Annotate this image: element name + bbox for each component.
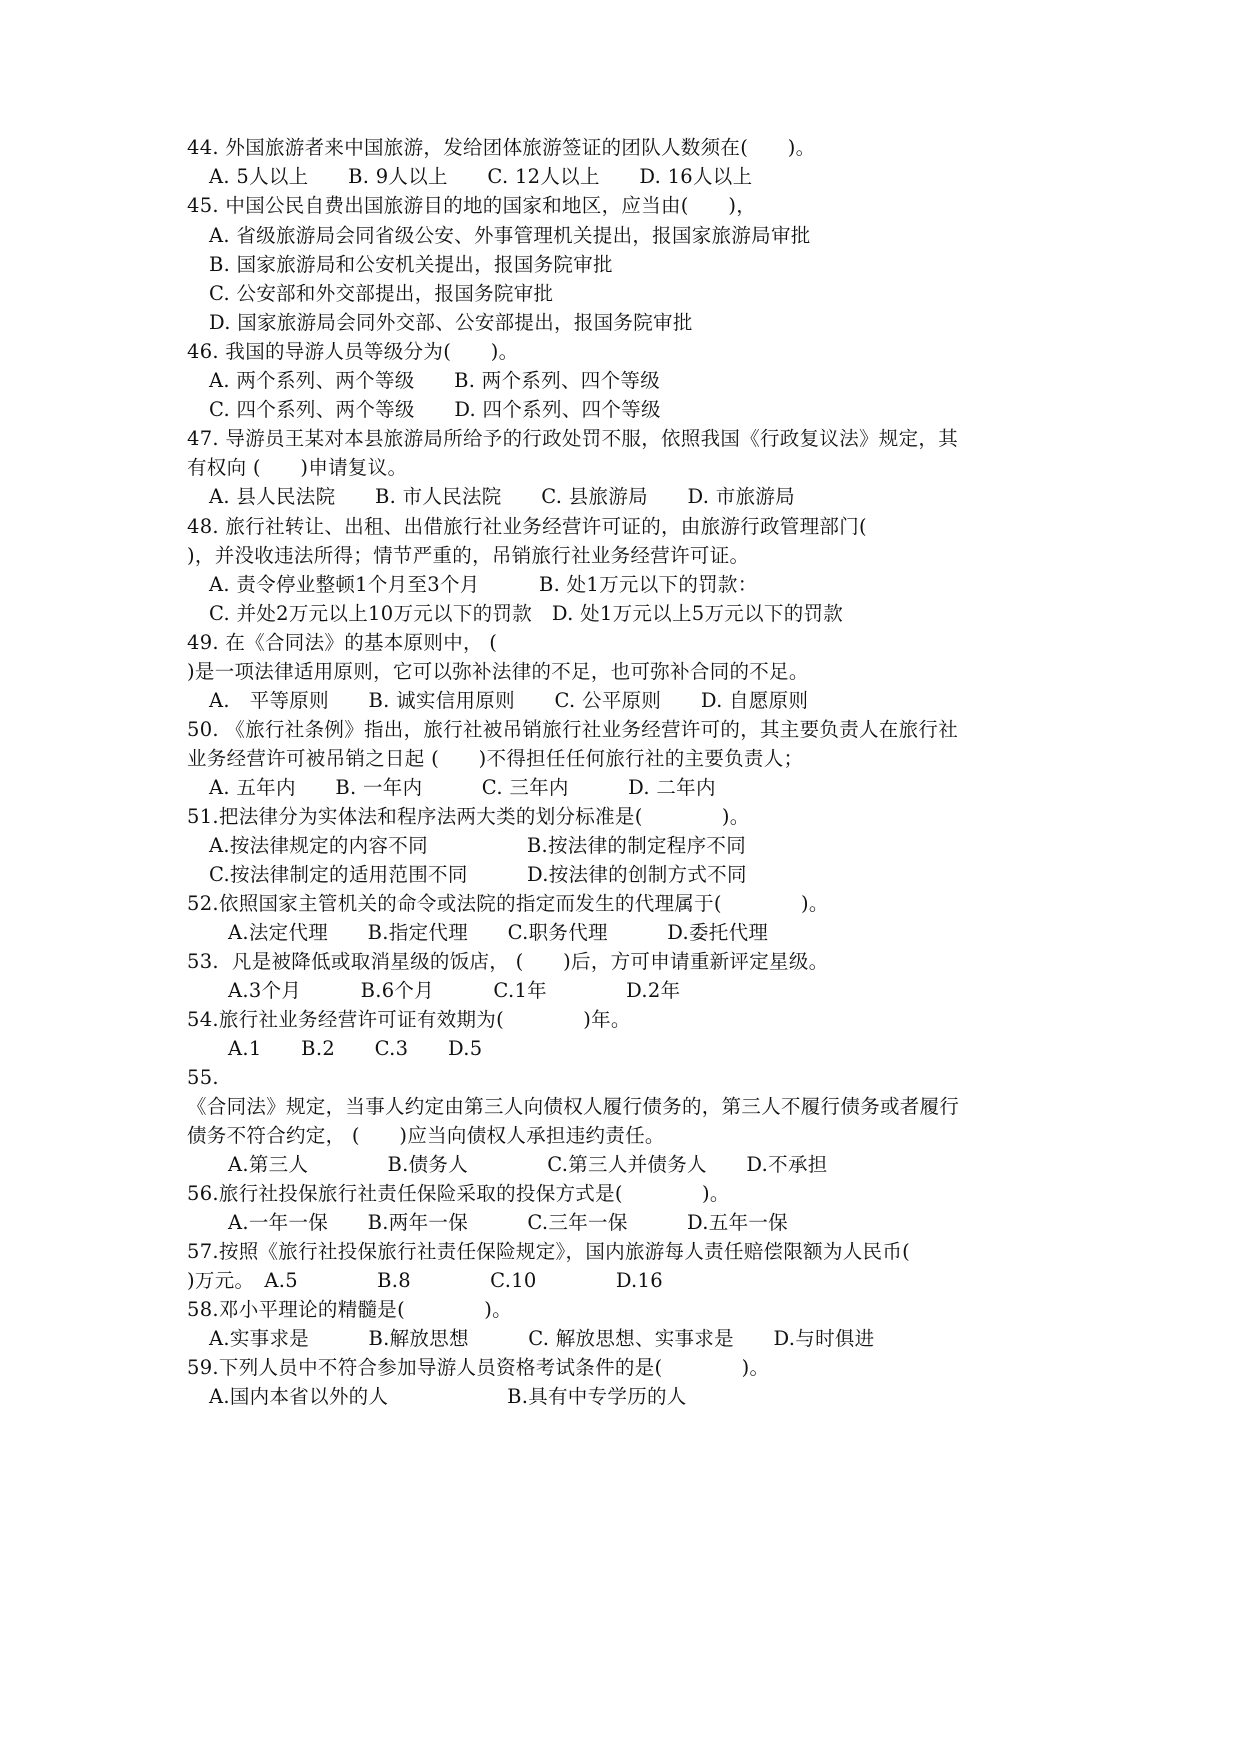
question-57-cont-options: )万元。 A.5 B.8 C.10 D.16 <box>187 1269 663 1292</box>
question-50: 50. 《旅行社条例》指出，旅行社被吊销旅行社业务经营许可的，其主要负责人在旅行社 <box>187 718 959 741</box>
question-46: 46. 我国的导游人员等级分为( )。 <box>187 340 519 363</box>
question-52: 52.依照国家主管机关的命令或法院的指定而发生的代理属于( )。 <box>187 892 829 915</box>
question-46-options-ab: A. 两个系列、两个等级 B. 两个系列、四个等级 <box>209 369 661 392</box>
question-51-options-cd: C.按法律制定的适用范围不同 D.按法律的创制方式不同 <box>209 863 747 886</box>
question-45-option-b: B. 国家旅游局和公安机关提出，报国务院审批 <box>209 253 613 276</box>
question-55: 《合同法》规定，当事人约定由第三人向债权人履行债务的，第三人不履行债务或者履行 <box>187 1095 960 1118</box>
question-48-options-ab: A. 责令停业整顿1个月至3个月 B. 处1万元以下的罚款： <box>209 573 758 596</box>
question-53-options: A.3个月 B.6个月 C.1年 D.2年 <box>228 979 681 1002</box>
question-44: 44. 外国旅游者来中国旅游，发给团体旅游签证的团队人数须在( )。 <box>187 136 816 159</box>
question-46-options-cd: C. 四个系列、两个等级 D. 四个系列、四个等级 <box>209 398 661 421</box>
question-50-options: A. 五年内 B. 一年内 C. 三年内 D. 二年内 <box>209 776 716 799</box>
question-56-options: A.一年一保 B.两年一保 C.三年一保 D.五年一保 <box>228 1211 788 1234</box>
question-45-option-a: A. 省级旅游局会同省级公安、外事管理机关提出，报国家旅游局审批 <box>209 224 811 247</box>
question-58: 58.邓小平理论的精髓是( )。 <box>187 1298 512 1321</box>
question-49: 49. 在《合同法》的基本原则中， ( <box>187 631 498 654</box>
question-45: 45. 中国公民自费出国旅游目的地的国家和地区，应当由( )， <box>187 194 757 217</box>
question-44-options: A. 5人以上 B. 9人以上 C. 12人以上 D. 16人以上 <box>209 165 753 188</box>
question-48: 48. 旅行社转让、出租、出借旅行社业务经营许可证的，由旅游行政管理部门( <box>187 515 867 538</box>
question-47-options: A. 县人民法院 B. 市人民法院 C. 县旅游局 D. 市旅游局 <box>209 485 795 508</box>
question-57: 57.按照《旅行社投保旅行社责任保险规定》，国内旅游每人责任赔偿限额为人民币( <box>187 1240 911 1263</box>
question-50-cont: 业务经营许可被吊销之日起 ( )不得担任任何旅行社的主要负责人； <box>187 747 804 770</box>
question-54-options: A.1 B.2 C.3 D.5 <box>228 1037 483 1060</box>
question-49-options: A. 平等原则 B. 诚实信用原则 C. 公平原则 D. 自愿原则 <box>209 689 809 712</box>
question-55-number: 55. <box>187 1066 219 1089</box>
question-58-options: A.实事求是 B.解放思想 C. 解放思想、实事求是 D.与时俱进 <box>209 1327 875 1350</box>
question-47-cont: 有权向 ( )申请复议。 <box>187 456 408 479</box>
question-45-option-d: D. 国家旅游局会同外交部、公安部提出，报国务院审批 <box>209 311 693 334</box>
question-48-cont: )，并没收违法所得；情节严重的，吊销旅行社业务经营许可证。 <box>187 544 750 567</box>
question-45-option-c: C. 公安部和外交部提出，报国务院审批 <box>209 282 554 305</box>
question-53: 53. 凡是被降低或取消星级的饭店， ( )后，方可申请重新评定星级。 <box>187 950 829 973</box>
question-56: 56.旅行社投保旅行社责任保险采取的投保方式是( )。 <box>187 1182 730 1205</box>
question-54: 54.旅行社业务经营许可证有效期为( )年。 <box>187 1008 631 1031</box>
question-55-cont: 债务不符合约定， ( )应当向债权人承担违约责任。 <box>187 1124 665 1147</box>
question-49-cont: )是一项法律适用原则，它可以弥补法律的不足，也可弥补合同的不足。 <box>187 660 809 683</box>
question-52-options: A.法定代理 B.指定代理 C.职务代理 D.委托代理 <box>228 921 769 944</box>
question-51: 51.把法律分为实体法和程序法两大类的划分标准是( )。 <box>187 805 750 828</box>
question-59-options: A.国内本省以外的人 B.具有中专学历的人 <box>209 1385 687 1408</box>
question-55-options: A.第三人 B.债务人 C.第三人并债务人 D.不承担 <box>228 1153 828 1176</box>
question-59: 59.下列人员中不符合参加导游人员资格考试条件的是( )。 <box>187 1356 770 1379</box>
question-51-options-ab: A.按法律规定的内容不同 B.按法律的制定程序不同 <box>209 834 747 857</box>
question-48-options-cd: C. 并处2万元以上10万元以下的罚款 D. 处1万元以上5万元以下的罚款 <box>209 602 844 625</box>
question-47: 47. 导游员王某对本县旅游局所给予的行政处罚不服，依照我国《行政复议法》规定，其 <box>187 427 959 450</box>
